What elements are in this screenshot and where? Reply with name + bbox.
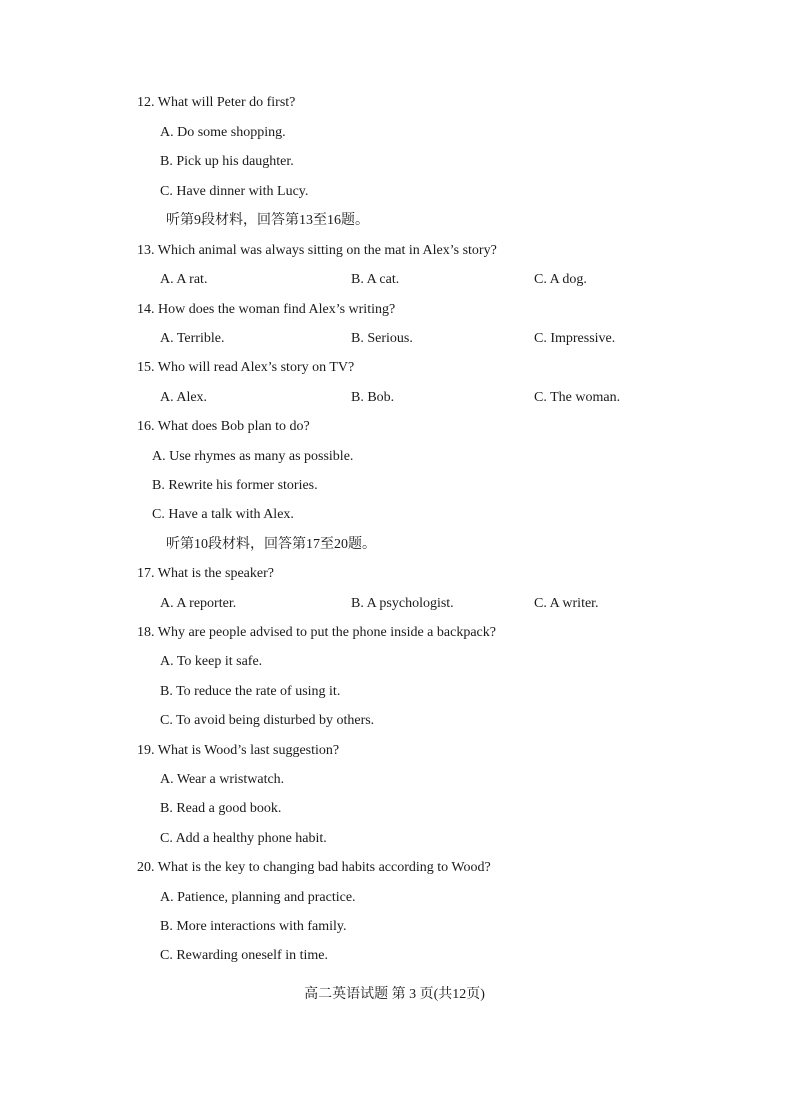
- question-20-stem: 20. What is the key to changing bad habits according to Wood?: [137, 860, 491, 875]
- question-17-option-b: B. A psychologist.: [351, 596, 454, 611]
- question-20-option-c: C. Rewarding oneself in time.: [160, 948, 328, 963]
- question-17-option-a: A. A reporter.: [160, 596, 237, 611]
- question-15-option-a: A. Alex.: [160, 390, 208, 405]
- question-14-option-a: A. Terrible.: [160, 331, 225, 346]
- question-12-option-a: A. Do some shopping.: [160, 125, 286, 140]
- question-16-stem: 16. What does Bob plan to do?: [137, 419, 310, 434]
- question-13-option-a: A. A rat.: [160, 272, 208, 287]
- question-13-stem: 13. Which animal was always sitting on the mat in Alex’s story?: [137, 243, 497, 258]
- question-15-stem: 15. Who will read Alex’s story on TV?: [137, 360, 355, 375]
- question-16-option-a: A. Use rhymes as many as possible.: [152, 449, 354, 464]
- question-19-stem: 19. What is Wood’s last suggestion?: [137, 743, 340, 758]
- section-instruction-9: 听第9段材料，回答第13至16题。: [166, 213, 369, 228]
- question-18-option-a: A. To keep it safe.: [160, 654, 263, 669]
- question-14-option-c: C. Impressive.: [534, 331, 616, 346]
- page-footer: 高二英语试题 第 3 页(共12页): [304, 987, 485, 1002]
- question-18-option-c: C. To avoid being disturbed by others.: [160, 713, 375, 728]
- question-12-option-c: C. Have dinner with Lucy.: [160, 184, 309, 199]
- section-instruction-10: 听第10段材料，回答第17至20题。: [166, 537, 376, 552]
- question-16-option-c: C. Have a talk with Alex.: [152, 507, 294, 522]
- question-15-option-c: C. The woman.: [534, 390, 621, 405]
- question-13-option-b: B. A cat.: [351, 272, 400, 287]
- question-14-option-b: B. Serious.: [351, 331, 413, 346]
- question-20-option-b: B. More interactions with family.: [160, 919, 347, 934]
- question-20-option-a: A. Patience, planning and practice.: [160, 890, 356, 905]
- question-19-option-b: B. Read a good book.: [160, 801, 282, 816]
- question-15-option-b: B. Bob.: [351, 390, 395, 405]
- question-18-option-b: B. To reduce the rate of using it.: [160, 684, 341, 699]
- question-19-option-a: A. Wear a wristwatch.: [160, 772, 285, 787]
- question-19-option-c: C. Add a healthy phone habit.: [160, 831, 327, 846]
- question-17-stem: 17. What is the speaker?: [137, 566, 274, 581]
- question-14-stem: 14. How does the woman find Alex’s writing?: [137, 302, 396, 317]
- question-16-option-b: B. Rewrite his former stories.: [152, 478, 318, 493]
- question-17-option-c: C. A writer.: [534, 596, 599, 611]
- question-13-option-c: C. A dog.: [534, 272, 587, 287]
- question-12-option-b: B. Pick up his daughter.: [160, 154, 294, 169]
- question-12-stem: 12. What will Peter do first?: [137, 95, 296, 110]
- question-18-stem: 18. Why are people advised to put the phone inside a backpack?: [137, 625, 496, 640]
